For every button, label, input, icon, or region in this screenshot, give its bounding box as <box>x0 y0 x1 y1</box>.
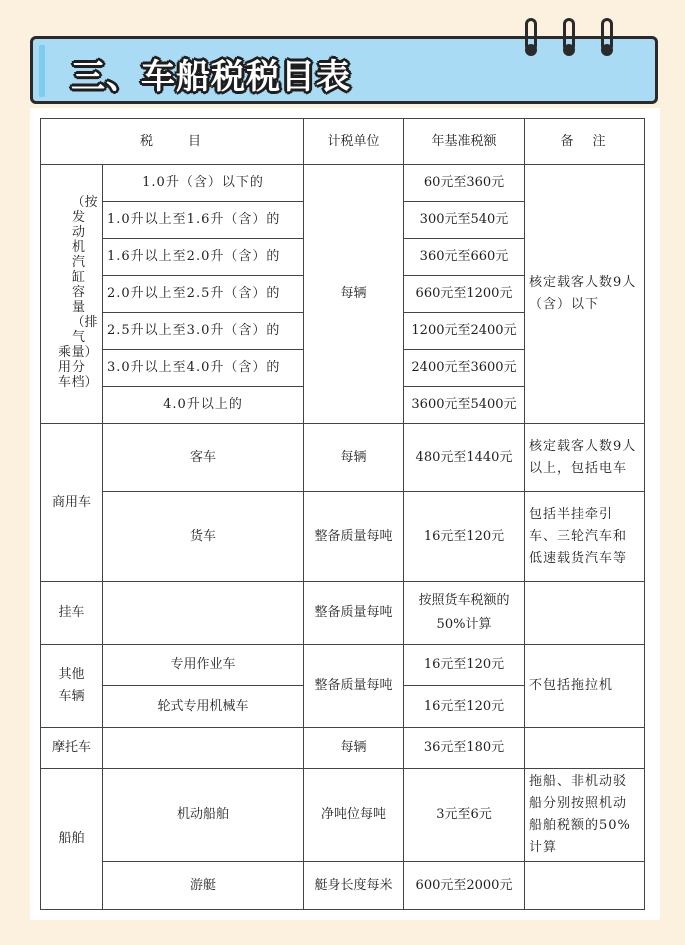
passenger-note: 核定载客人数9人（含）以下 <box>525 165 645 424</box>
header-note: 备 注 <box>525 119 645 165</box>
ship-note-empty <box>525 862 645 910</box>
other-row-tax: 16元至120元 <box>404 645 525 686</box>
passenger-subcategory: （按发动机汽缸容量（排气量）分档） <box>71 195 98 390</box>
passenger-row-tax: 60元至360元 <box>404 165 525 202</box>
commercial-row-unit: 整备质量每吨 <box>304 492 404 582</box>
table-row <box>41 645 645 686</box>
ship-row-tax: 3元至6元 <box>404 769 525 862</box>
other-note: 不包括拖拉机 <box>525 645 645 728</box>
motorcycle-tax: 36元至180元 <box>404 728 525 769</box>
trailer-note-empty <box>525 582 645 645</box>
ship-row-label: 机动船舶 <box>103 769 304 862</box>
other-row-tax: 16元至120元 <box>404 686 525 728</box>
commercial-row-note: 核定载客人数9人以上，包括电车 <box>525 424 645 492</box>
other-row-label: 专用作业车 <box>103 645 304 686</box>
passenger-row-label: 1.6升以上至2.0升（含）的 <box>103 239 304 276</box>
table-row <box>41 769 645 862</box>
passenger-row-tax: 1200元至2400元 <box>404 313 525 350</box>
trailer-tax: 按照货车税额的50%计算 <box>404 582 525 645</box>
table-row <box>41 165 645 202</box>
ship-row-note: 拖船、非机动驳船分别按照机动船舶税额的50%计算 <box>525 769 645 862</box>
passenger-row-label: 3.0升以上至4.0升（含）的 <box>103 350 304 387</box>
passenger-row-label: 2.0升以上至2.5升（含）的 <box>103 276 304 313</box>
commercial-row-label: 客车 <box>103 424 304 492</box>
commercial-category: 商用车 <box>41 424 103 582</box>
motorcycle-unit: 每辆 <box>304 728 404 769</box>
trailer-item-empty <box>103 582 304 645</box>
commercial-row-label: 货车 <box>103 492 304 582</box>
passenger-category: 乘用车 <box>57 345 71 390</box>
other-category: 其他车辆 <box>41 645 103 728</box>
table-row <box>41 424 645 492</box>
passenger-row-tax: 300元至540元 <box>404 202 525 239</box>
other-unit: 整备质量每吨 <box>304 645 404 728</box>
commercial-row-unit: 每辆 <box>304 424 404 492</box>
ship-category: 船舶 <box>41 769 103 910</box>
table-row <box>41 492 645 582</box>
ship-row-tax: 600元至2000元 <box>404 862 525 910</box>
binder-ring-dot-icon <box>601 44 613 56</box>
header-item: 税 目 <box>41 119 304 165</box>
table-row <box>41 582 645 645</box>
table-row <box>41 728 645 769</box>
commercial-row-tax: 16元至120元 <box>404 492 525 582</box>
ship-row-label: 游艇 <box>103 862 304 910</box>
passenger-row-tax: 2400元至3600元 <box>404 350 525 387</box>
passenger-row-label: 4.0升以上的 <box>103 387 304 424</box>
passenger-unit: 每辆 <box>304 165 404 424</box>
table-header-row <box>41 119 645 165</box>
passenger-row-label: 1.0升以上至1.6升（含）的 <box>103 202 304 239</box>
motorcycle-category: 摩托车 <box>41 728 103 769</box>
banner-stripe <box>39 45 45 97</box>
header-unit: 计税单位 <box>304 119 404 165</box>
header-tax: 年基准税额 <box>404 119 525 165</box>
passenger-row-tax: 3600元至5400元 <box>404 387 525 424</box>
ship-row-unit: 净吨位每吨 <box>304 769 404 862</box>
motorcycle-item-empty <box>103 728 304 769</box>
passenger-row-tax: 660元至1200元 <box>404 276 525 313</box>
binder-ring-dot-icon <box>525 44 537 56</box>
commercial-row-tax: 480元至1440元 <box>404 424 525 492</box>
page-title: 三、车船税税目表 <box>71 57 351 97</box>
passenger-row-tax: 360元至660元 <box>404 239 525 276</box>
tax-table <box>40 118 645 910</box>
passenger-row-label: 2.5升以上至3.0升（含）的 <box>103 313 304 350</box>
trailer-category: 挂车 <box>41 582 103 645</box>
passenger-row-label: 1.0升（含）以下的 <box>103 165 304 202</box>
passenger-category-cell <box>41 165 103 424</box>
trailer-unit: 整备质量每吨 <box>304 582 404 645</box>
binder-ring-dot-icon <box>563 44 575 56</box>
other-row-label: 轮式专用机械车 <box>103 686 304 728</box>
table-row <box>41 862 645 910</box>
commercial-row-note: 包括半挂牵引车、三轮汽车和低速载货汽车等 <box>525 492 645 582</box>
ship-row-unit: 艇身长度每米 <box>304 862 404 910</box>
motorcycle-note-empty <box>525 728 645 769</box>
